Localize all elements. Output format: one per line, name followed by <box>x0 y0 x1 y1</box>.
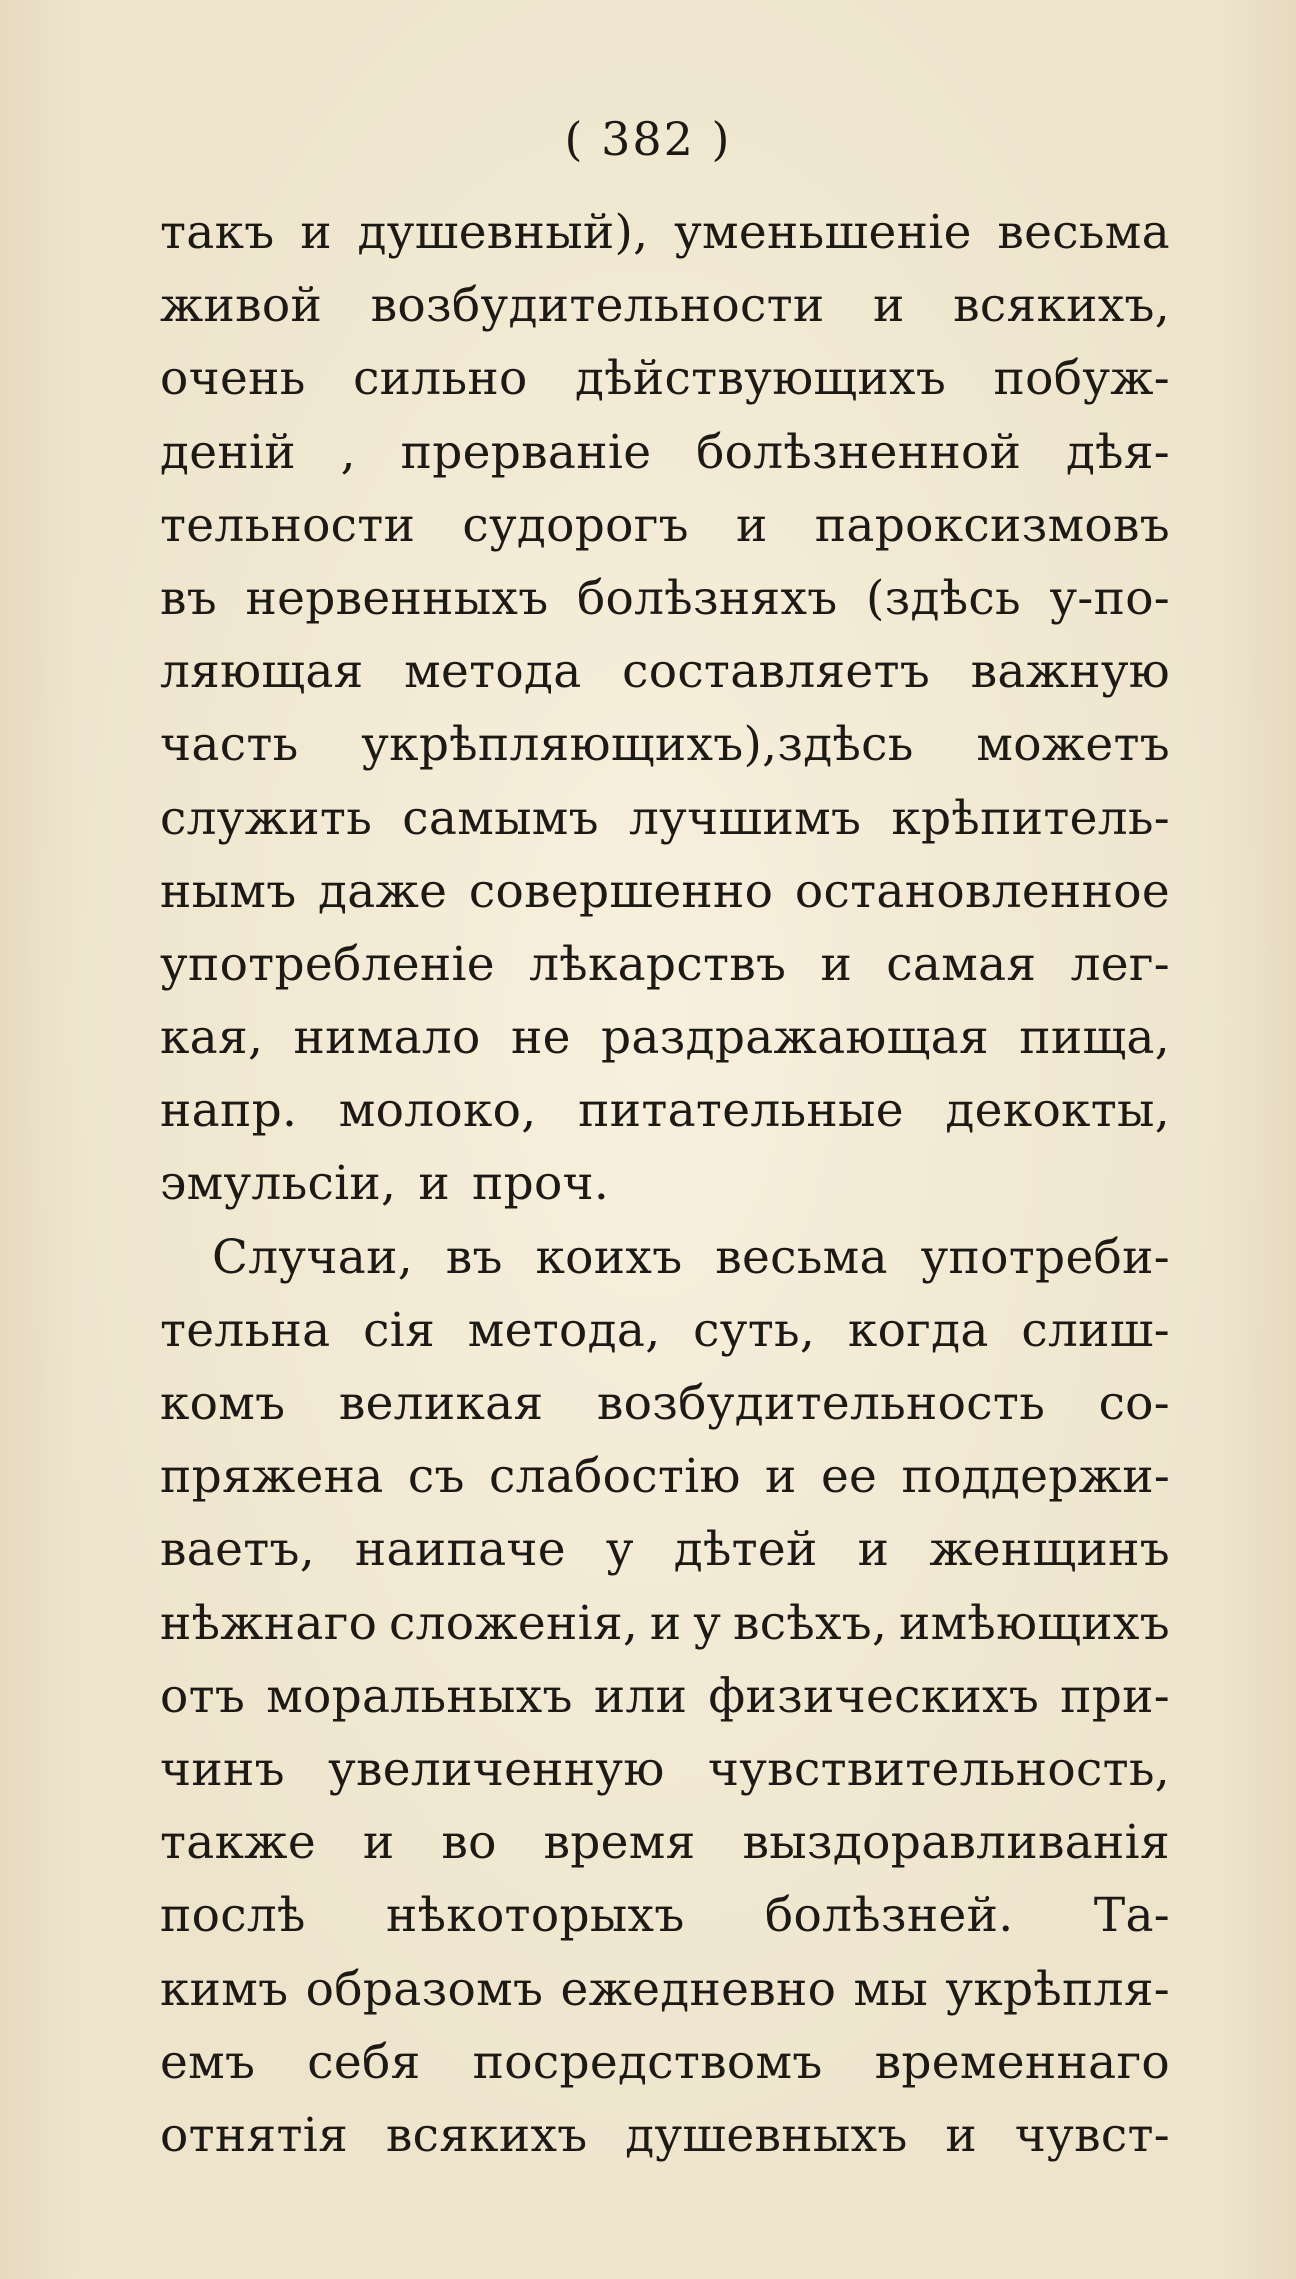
text-line <box>160 269 1170 342</box>
word: укрѣпля- <box>945 1961 1170 2017</box>
word: такъ <box>160 205 275 260</box>
word: душевный), <box>357 205 649 260</box>
word: возбудительность <box>596 1376 1046 1431</box>
word: сiя <box>363 1302 436 1358</box>
text-line <box>160 1806 1170 1879</box>
paragraph <box>160 196 1170 1221</box>
word: нимало <box>293 1010 481 1066</box>
word: сильно <box>353 351 528 407</box>
word: чинъ <box>160 1741 285 1797</box>
word: временнаго <box>874 2034 1170 2090</box>
word: весьма <box>997 205 1170 260</box>
word: при- <box>1060 1668 1170 1724</box>
word: дѣйствующихъ <box>575 351 947 407</box>
word: ляющая <box>160 644 364 700</box>
text-line <box>160 196 1170 269</box>
word: кая, <box>160 1010 264 1066</box>
text-line <box>160 1440 1170 1513</box>
word: (здѣсь <box>865 570 1021 626</box>
page-number: ( 382 ) <box>564 112 732 166</box>
text-line <box>160 782 1170 855</box>
text-line <box>160 1587 1170 1660</box>
word: возбудительности <box>370 278 825 334</box>
word: ежедневно <box>560 1961 837 2017</box>
word: не <box>510 1010 571 1066</box>
text-line <box>160 1221 1170 1294</box>
word: самымъ <box>402 790 599 846</box>
word: дѣя- <box>1065 424 1170 480</box>
text-line <box>160 416 1170 489</box>
word: побуж- <box>993 351 1170 407</box>
word: часть <box>160 717 299 773</box>
word: тельности <box>160 497 416 553</box>
word: отнятiя <box>160 2107 349 2163</box>
word: и <box>418 1156 450 1212</box>
text-line <box>160 2026 1170 2099</box>
word: нымъ <box>160 863 297 919</box>
word: прерванiе <box>400 424 652 480</box>
word: слабостiю <box>488 1449 741 1505</box>
word: Случаи, <box>212 1229 413 1285</box>
word: кимъ <box>160 1961 289 2017</box>
word: сложенiя, <box>389 1595 639 1651</box>
word: нѣжнаго <box>160 1595 378 1651</box>
word: всякихъ <box>385 2107 588 2163</box>
text-line <box>160 1074 1170 1147</box>
word: себя <box>307 2034 421 2090</box>
word: комъ <box>160 1376 286 1431</box>
word: также <box>160 1815 316 1871</box>
text-line <box>160 562 1170 635</box>
word: уменьшенiе <box>674 205 972 260</box>
word: великая <box>338 1376 544 1431</box>
word: и <box>945 2107 978 2163</box>
text-line <box>160 489 1170 562</box>
word: напр. <box>160 1083 298 1139</box>
word: образомъ <box>305 1961 544 2017</box>
word: нѣкоторыхъ <box>386 1888 685 1944</box>
word: раздражающая <box>600 1010 989 1066</box>
word: остановленное <box>794 863 1170 919</box>
word: самая <box>886 936 1037 992</box>
word: лег- <box>1070 936 1170 992</box>
text-line <box>160 928 1170 1001</box>
word: употребленiе <box>160 936 495 992</box>
word: метода <box>404 644 582 700</box>
word: ваетъ, <box>160 1522 315 1578</box>
word: коихъ <box>535 1229 683 1285</box>
word: душевныхъ <box>625 2107 908 2163</box>
word: посредствомъ <box>472 2034 823 2090</box>
word: ее <box>820 1449 878 1505</box>
word: и <box>765 1449 797 1505</box>
word: въ <box>445 1229 503 1285</box>
word: увеличенную <box>328 1741 665 1797</box>
text-line <box>160 1879 1170 1952</box>
word: имѣющихъ <box>898 1595 1170 1651</box>
word: чувствительность, <box>707 1741 1170 1797</box>
word: у <box>693 1595 722 1651</box>
word: тельна <box>160 1302 331 1358</box>
word: и <box>736 497 768 553</box>
word: питательные <box>578 1083 904 1139</box>
word: судорогъ <box>462 497 689 553</box>
text-line <box>160 1294 1170 1367</box>
word: и <box>873 278 905 334</box>
text-line <box>160 1001 1170 1074</box>
text-line <box>160 855 1170 928</box>
word: болѣзняхъ <box>576 570 838 626</box>
word: пароксизмовъ <box>814 497 1170 553</box>
word: и <box>300 205 332 260</box>
word: денiй <box>160 424 296 480</box>
text-line <box>160 1513 1170 1586</box>
text-line <box>160 1367 1170 1440</box>
word: крѣпитель- <box>891 790 1170 846</box>
word: Та- <box>1093 1888 1170 1944</box>
word: лѣкарствъ <box>529 936 787 992</box>
word: даже <box>318 863 448 919</box>
text-line <box>160 1733 1170 1806</box>
word: поддержи- <box>901 1449 1170 1505</box>
word: суть, <box>693 1302 816 1358</box>
word: эмульсiи, <box>160 1156 397 1212</box>
word: и <box>820 936 853 992</box>
word: наипаче <box>354 1522 566 1578</box>
word: и <box>649 1595 682 1651</box>
word: всякихъ, <box>953 278 1170 334</box>
word: пряжена <box>160 1449 384 1505</box>
word: отъ <box>160 1668 246 1724</box>
word: совершенно <box>468 863 774 919</box>
word: въ <box>160 570 217 626</box>
word: нервенныхъ <box>245 570 549 626</box>
word: , <box>340 424 356 480</box>
word: употреби- <box>920 1229 1170 1285</box>
word: послѣ <box>160 1888 306 1944</box>
text-line <box>160 635 1170 708</box>
word: время <box>543 1815 696 1871</box>
word: моральныхъ <box>266 1668 573 1724</box>
word: и <box>857 1522 890 1578</box>
text-line <box>160 342 1170 415</box>
word: емъ <box>160 2034 256 2090</box>
word: и <box>362 1815 395 1871</box>
word: важную <box>970 644 1170 700</box>
word: составляетъ <box>622 644 931 700</box>
word: или <box>593 1668 688 1724</box>
word: во <box>441 1815 497 1871</box>
word: болѣзненной <box>696 424 1022 480</box>
word: съ <box>407 1449 465 1505</box>
word: со- <box>1098 1376 1170 1431</box>
word: проч. <box>471 1156 610 1212</box>
word: у <box>605 1522 634 1578</box>
text-line <box>160 708 1170 781</box>
word: физическихъ <box>708 1668 1040 1724</box>
word: декокты, <box>945 1083 1170 1139</box>
paragraph <box>160 1221 1170 2172</box>
word: женщинъ <box>929 1522 1170 1578</box>
text-line <box>160 1147 1170 1220</box>
word: метода, <box>467 1302 661 1358</box>
word: слиш- <box>1021 1302 1170 1358</box>
word: служить <box>160 790 373 846</box>
word: можетъ <box>976 717 1170 773</box>
word: лучшимъ <box>629 790 862 846</box>
word: весьма <box>715 1229 888 1285</box>
word: у-по- <box>1049 570 1170 626</box>
word: молоко, <box>338 1083 537 1139</box>
word: очень <box>160 351 306 407</box>
word: болѣзней. <box>764 1888 1014 1944</box>
word: пища, <box>1019 1010 1170 1066</box>
body-text <box>160 196 1170 2172</box>
word: чувст- <box>1014 2107 1170 2163</box>
word: дѣтей <box>673 1522 818 1578</box>
word: когда <box>847 1302 989 1358</box>
word: мы <box>853 1961 929 2017</box>
text-line <box>160 1953 1170 2026</box>
word: выздоравливанiя <box>742 1815 1170 1871</box>
text-line <box>160 2099 1170 2172</box>
word: всѣхъ, <box>732 1595 888 1651</box>
word: живой <box>160 278 323 334</box>
word: укрѣпляющихъ),здѣсь <box>361 717 914 773</box>
text-line <box>160 1660 1170 1733</box>
